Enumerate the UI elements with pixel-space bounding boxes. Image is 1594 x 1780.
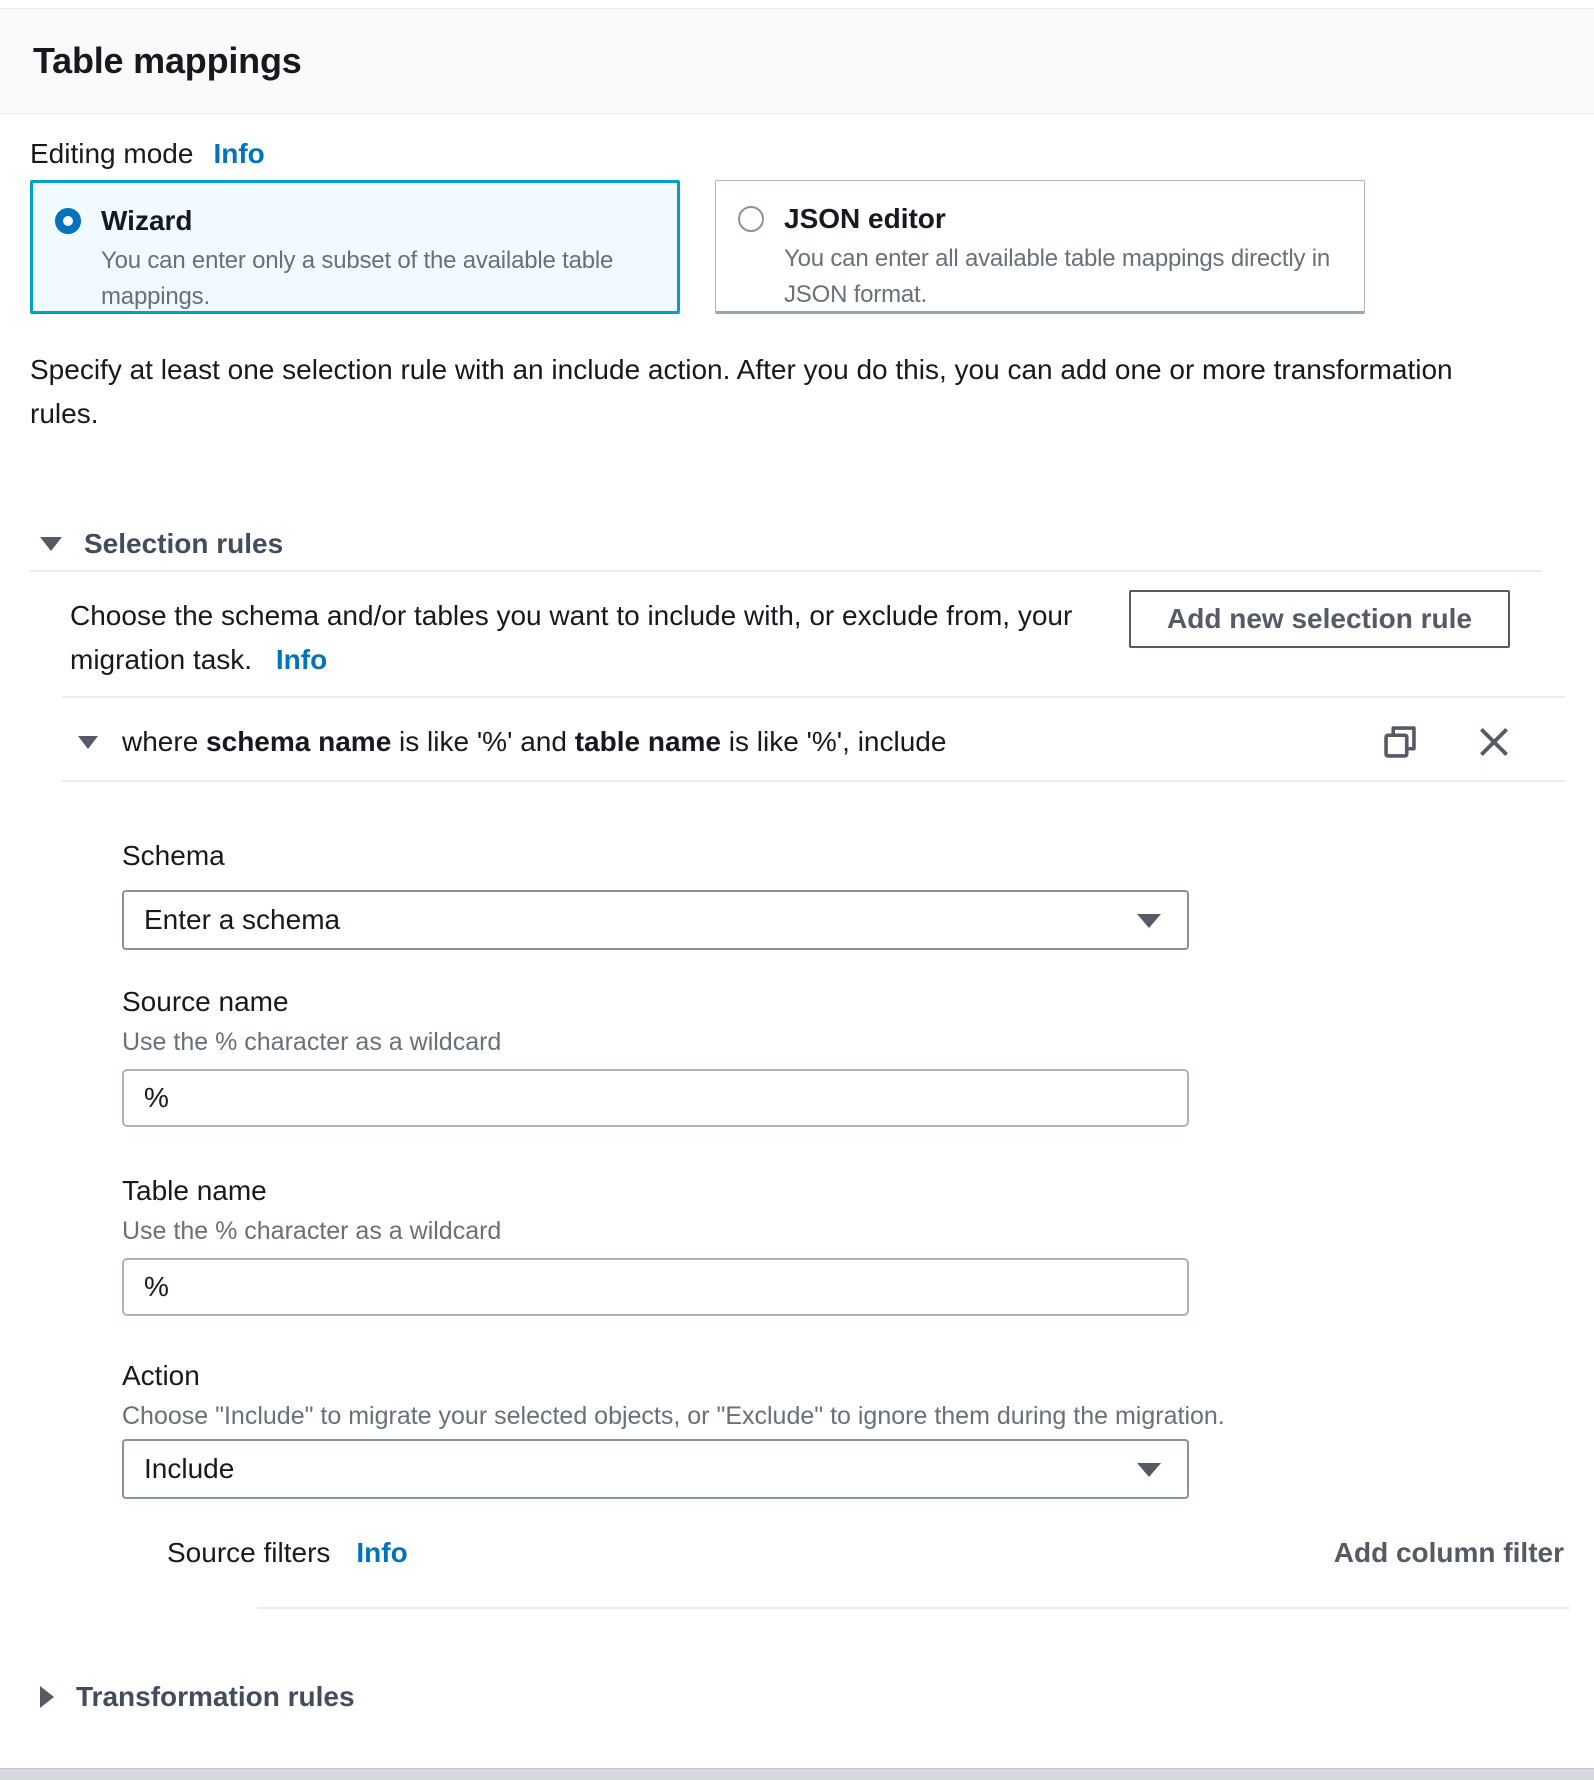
- editing-mode-tiles: [30, 180, 1564, 314]
- rule-summary-table: table name: [574, 726, 721, 757]
- source-name-input[interactable]: [122, 1069, 1189, 1127]
- remove-rule-button[interactable]: [1476, 724, 1512, 760]
- radio-unselected-icon[interactable]: [738, 206, 764, 232]
- rule-summary-prefix: where: [122, 726, 207, 757]
- action-select-value: Include: [144, 1453, 235, 1484]
- selection-rule-form: [30, 840, 1564, 1499]
- duplicate-rule-button[interactable]: [1382, 724, 1418, 760]
- selection-rules-info-link[interactable]: Info: [275, 644, 328, 675]
- intro-text: Specify at least one selection rule with an include action. After you do this, you can add one or more transformation rules.: [30, 354, 1453, 429]
- tile-json-editor-title: JSON editor: [784, 203, 946, 234]
- page-title: Table mappings: [33, 40, 302, 81]
- add-selection-rule-button[interactable]: Add new selection rule: [1129, 590, 1510, 648]
- radio-selected-icon[interactable]: [55, 208, 81, 234]
- selection-rule-row[interactable]: [30, 724, 1564, 760]
- panel-header: [0, 8, 1594, 114]
- editing-mode-row: [30, 138, 1564, 170]
- tile-json-editor-description: You can enter all available table mappings directly in JSON format.: [784, 245, 1330, 308]
- close-icon: [1476, 724, 1512, 760]
- selection-rules-toolbar: [30, 594, 1564, 682]
- source-filters-info-link[interactable]: Info: [356, 1537, 408, 1568]
- schema-select-value: Enter a schema: [144, 904, 341, 935]
- tile-json-editor-text: [784, 201, 1344, 308]
- panel-content: [0, 138, 1594, 1713]
- tile-wizard[interactable]: [30, 180, 680, 314]
- panel-bottom-edge: [0, 1768, 1594, 1780]
- editing-mode-info-link[interactable]: Info: [213, 138, 265, 169]
- schema-select[interactable]: [122, 890, 1189, 950]
- caret-down-icon: [1137, 914, 1161, 928]
- schema-label: Schema: [122, 840, 225, 871]
- selection-rule-summary: [122, 726, 946, 758]
- divider: [62, 780, 1565, 782]
- action-label: Action: [122, 1360, 200, 1391]
- add-column-filter-button[interactable]: Add column filter: [1333, 1537, 1564, 1568]
- selection-rules-header[interactable]: [30, 528, 1564, 560]
- chevron-down-icon: [78, 736, 98, 749]
- duplicate-icon: [1382, 724, 1418, 760]
- editing-mode-label: Editing mode: [30, 138, 194, 169]
- source-filters-label: Source filters: [167, 1537, 331, 1568]
- rule-summary-suffix: is like '%', include: [720, 726, 947, 757]
- transformation-rules-header-label: Transformation rules: [76, 1681, 355, 1712]
- selection-rules-header-label: Selection rules: [84, 528, 284, 559]
- divider: [62, 696, 1565, 698]
- chevron-right-icon: [40, 1686, 54, 1708]
- rule-summary-schema: schema name: [206, 726, 392, 757]
- chevron-down-icon: [40, 537, 62, 551]
- tile-json-editor[interactable]: [715, 180, 1365, 314]
- caret-down-icon: [1137, 1463, 1161, 1477]
- rule-actions: [1382, 724, 1512, 760]
- table-name-input[interactable]: [122, 1258, 1189, 1316]
- selection-rules-description-text: Choose the schema and/or tables you want to include with, or exclude from, your migration task.: [70, 600, 1073, 675]
- table-name-label: Table name: [122, 1175, 267, 1206]
- source-name-label: Source name: [122, 986, 289, 1017]
- tile-wizard-text: [101, 203, 661, 310]
- divider: [30, 570, 1542, 572]
- rule-summary-mid: is like '%' and: [391, 726, 575, 757]
- tile-wizard-description: You can enter only a subset of the available table mappings.: [101, 247, 614, 310]
- selection-rules-description: [70, 594, 1080, 682]
- source-name-hint: Use the % character as a wildcard: [122, 1028, 502, 1056]
- transformation-rules-header[interactable]: [30, 1681, 1564, 1713]
- table-name-hint: Use the % character as a wildcard: [122, 1217, 502, 1245]
- action-hint: Choose "Include" to migrate your selected objects, or "Exclude" to ignore them during the migration.: [122, 1402, 1225, 1430]
- source-filters-row: [167, 1537, 1564, 1569]
- tile-wizard-title: Wizard: [101, 205, 193, 236]
- action-select[interactable]: [122, 1439, 1189, 1499]
- divider: [258, 1607, 1570, 1609]
